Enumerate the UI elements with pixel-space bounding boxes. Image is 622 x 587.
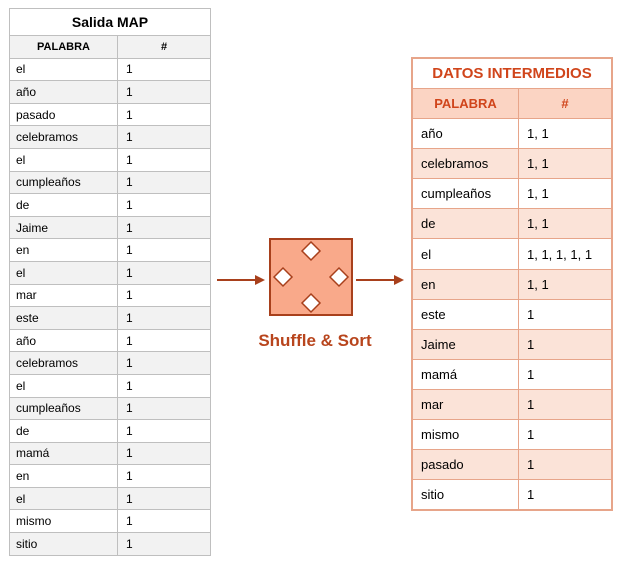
map-table-row	[10, 487, 211, 510]
map-table-row	[10, 397, 211, 420]
count-cell: 1, 1	[519, 149, 612, 179]
count-cell: 1	[118, 397, 211, 420]
word-cell: el	[10, 487, 118, 510]
intermediate-table-row	[413, 179, 612, 209]
count-cell: 1, 1	[519, 119, 612, 149]
map-table-row	[10, 307, 211, 330]
intermediate-data-table	[412, 58, 612, 510]
count-cell: 1	[519, 329, 612, 359]
intermediate-table-row	[413, 209, 612, 239]
count-cell: 1	[118, 148, 211, 171]
word-cell: pasado	[10, 103, 118, 126]
intermediate-data-rows	[413, 119, 612, 510]
arrow-right-icon	[217, 272, 267, 288]
count-cell: 1	[118, 261, 211, 284]
count-cell: 1	[118, 126, 211, 149]
map-table-row	[10, 58, 211, 81]
word-cell: celebramos	[10, 126, 118, 149]
word-cell: sitio	[413, 480, 519, 510]
count-cell: 1	[118, 442, 211, 465]
map-table-row	[10, 239, 211, 262]
word-cell: mismo	[10, 510, 118, 533]
map-table-row	[10, 352, 211, 375]
intermediate-table-row	[413, 299, 612, 329]
word-cell: en	[10, 465, 118, 488]
map-output-title: Salida MAP	[10, 9, 211, 36]
count-cell: 1	[118, 420, 211, 443]
count-cell: 1	[118, 352, 211, 375]
map-table-row	[10, 374, 211, 397]
word-cell: de	[10, 420, 118, 443]
count-cell: 1, 1	[519, 209, 612, 239]
count-cell: 1, 1	[519, 179, 612, 209]
word-cell: mamá	[10, 442, 118, 465]
intermediate-table-row	[413, 329, 612, 359]
map-table-row	[10, 81, 211, 104]
map-table-row	[10, 284, 211, 307]
map-header-word: PALABRA	[10, 36, 118, 59]
word-cell: de	[10, 194, 118, 217]
word-cell: en	[413, 269, 519, 299]
shuffle-sort-icon	[269, 238, 353, 316]
map-output-rows	[10, 58, 211, 555]
word-cell: mar	[10, 284, 118, 307]
count-cell: 1	[118, 284, 211, 307]
intermediate-table-row	[413, 420, 612, 450]
count-cell: 1	[118, 329, 211, 352]
intermediate-table-row	[413, 119, 612, 149]
word-cell: mamá	[413, 359, 519, 389]
intermediate-table-row	[413, 359, 612, 389]
map-table-row	[10, 261, 211, 284]
word-cell: año	[10, 329, 118, 352]
intermediate-header-count: #	[519, 89, 612, 119]
word-cell: cumpleaños	[413, 179, 519, 209]
count-cell: 1	[118, 194, 211, 217]
count-cell: 1	[118, 374, 211, 397]
count-cell: 1, 1	[519, 269, 612, 299]
count-cell: 1	[118, 533, 211, 556]
intermediate-header-word: PALABRA	[413, 89, 519, 119]
word-cell: el	[10, 148, 118, 171]
word-cell: de	[413, 209, 519, 239]
count-cell: 1	[118, 510, 211, 533]
count-cell: 1, 1, 1, 1, 1	[519, 239, 612, 269]
count-cell: 1	[519, 359, 612, 389]
intermediate-table-row	[413, 149, 612, 179]
word-cell: celebramos	[413, 149, 519, 179]
count-cell: 1	[519, 450, 612, 480]
word-cell: mar	[413, 389, 519, 419]
word-cell: el	[10, 374, 118, 397]
word-cell: pasado	[413, 450, 519, 480]
shuffle-sort-label: Shuffle & Sort	[258, 331, 372, 350]
word-cell: el	[10, 261, 118, 284]
arrow-right-icon	[356, 272, 406, 288]
intermediate-table-row	[413, 389, 612, 419]
count-cell: 1	[118, 487, 211, 510]
word-cell: año	[413, 119, 519, 149]
count-cell: 1	[118, 465, 211, 488]
word-cell: este	[413, 299, 519, 329]
count-cell: 1	[519, 420, 612, 450]
count-cell: 1	[118, 307, 211, 330]
map-table-row	[10, 148, 211, 171]
count-cell: 1	[118, 239, 211, 262]
word-cell: mismo	[413, 420, 519, 450]
word-cell: el	[413, 239, 519, 269]
map-table-row	[10, 171, 211, 194]
count-cell: 1	[519, 299, 612, 329]
map-table-row	[10, 533, 211, 556]
word-cell: este	[10, 307, 118, 330]
word-cell: año	[10, 81, 118, 104]
word-cell: Jaime	[10, 216, 118, 239]
intermediate-data-title: DATOS INTERMEDIOS	[413, 59, 612, 89]
word-cell: el	[10, 58, 118, 81]
intermediate-table-row	[413, 239, 612, 269]
word-cell: Jaime	[413, 329, 519, 359]
count-cell: 1	[118, 103, 211, 126]
map-table-row	[10, 126, 211, 149]
count-cell: 1	[118, 216, 211, 239]
map-table-row	[10, 216, 211, 239]
intermediate-table-row	[413, 480, 612, 510]
word-cell: en	[10, 239, 118, 262]
count-cell: 1	[118, 58, 211, 81]
map-header-count: #	[118, 36, 211, 59]
count-cell: 1	[519, 480, 612, 510]
word-cell: celebramos	[10, 352, 118, 375]
word-cell: cumpleaños	[10, 171, 118, 194]
map-table-row	[10, 329, 211, 352]
map-table-row	[10, 465, 211, 488]
count-cell: 1	[519, 389, 612, 419]
intermediate-table-row	[413, 269, 612, 299]
word-cell: cumpleaños	[10, 397, 118, 420]
map-table-row	[10, 103, 211, 126]
map-table-row	[10, 194, 211, 217]
intermediate-table-row	[413, 450, 612, 480]
map-table-row	[10, 442, 211, 465]
word-cell: sitio	[10, 533, 118, 556]
map-table-row	[10, 420, 211, 443]
count-cell: 1	[118, 81, 211, 104]
map-table-row	[10, 510, 211, 533]
map-output-table	[9, 8, 211, 556]
count-cell: 1	[118, 171, 211, 194]
